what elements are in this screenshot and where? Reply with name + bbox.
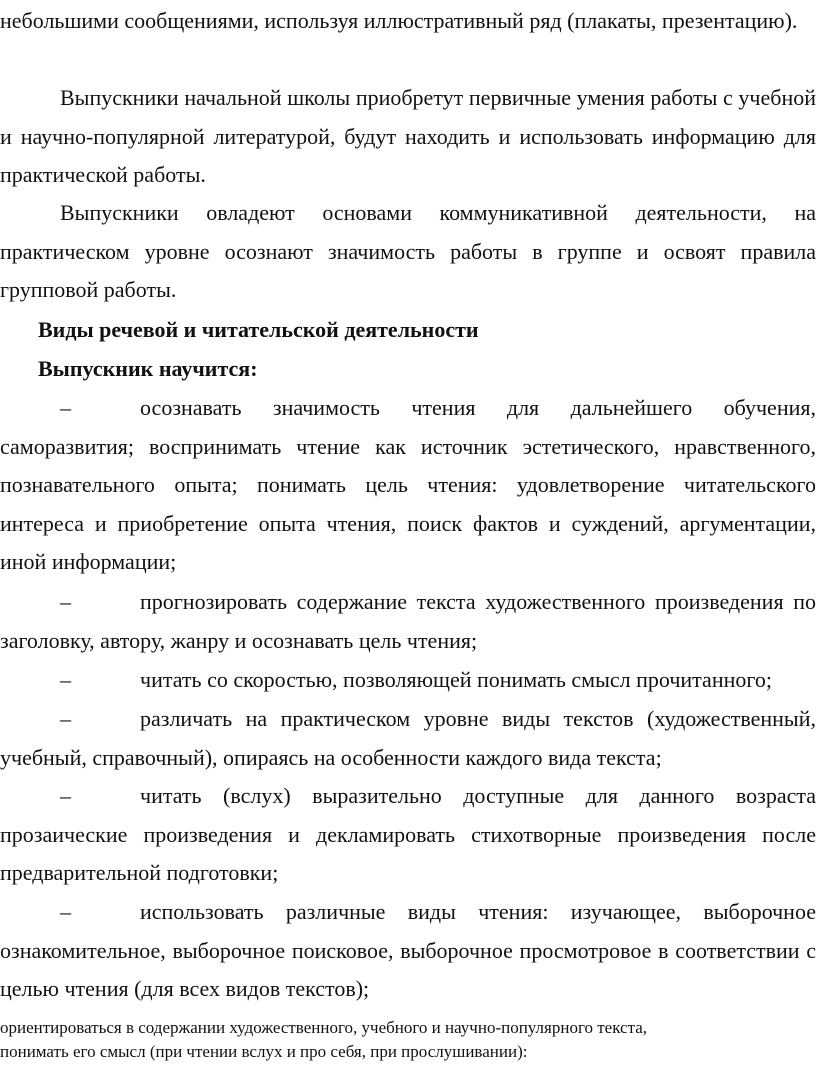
list-item: [0, 661, 816, 700]
list-item-text: читать (вслух) выразительно доступные для данного возраста прозаические произведения и декламировать стихотворные произведения после предварительной подготовки;: [0, 783, 816, 885]
list-item-text: читать со скоростью, позволяющей понимать смысл прочитанного;: [140, 667, 772, 692]
paragraph-graduates-communication: Выпускники овладеют основами коммуникативной деятельности, на практическом уровне осознают значимость работы в группе и освоят правила групповой работы.: [0, 200, 816, 302]
dash-marker: –: [60, 395, 71, 420]
subheading-learns: Выпускник научится:: [38, 356, 258, 381]
section-heading: Виды речевой и читательской деятельности: [38, 317, 479, 342]
list-item: [0, 777, 816, 893]
dash-marker: –: [60, 783, 71, 808]
list-item: [0, 389, 816, 582]
list-item-text: различать на практическом уровне виды текстов (художественный, учебный, справочный), опираясь на особенности каждого вида текста;: [0, 706, 816, 770]
paragraph-graduates-literature: Выпускники начальной школы приобретут первичные умения работы с учебной и научно-популярной литературой, будут находить и использовать информацию для практической работы.: [0, 85, 816, 187]
paragraph-continuation: небольшими сообщениями, используя иллюстративный ряд (плакаты, презентацию).: [0, 8, 798, 33]
list-item: [0, 893, 816, 1009]
dash-marker: –: [60, 667, 71, 692]
dash-marker: –: [60, 706, 71, 731]
list-item-text: осознавать значимость чтения для дальнейшего обучения, саморазвития; воспринимать чтение как источник эстетического, нравственного, познавательного опыта; понимать цель чтения: удовлетворение читательского интереса и приобретение опыта чтения, поиск фактов и суждений, аргументации, иной информации;: [0, 395, 816, 574]
list-item: [0, 700, 816, 777]
footer-small-line-2: понимать его смысл (при чтении вслух и про себя, при прослушивании):: [0, 1042, 528, 1061]
dash-marker: –: [60, 899, 71, 924]
dash-marker: –: [60, 589, 71, 614]
list-item: [0, 583, 816, 660]
list-item-text: использовать различные виды чтения: изучающее, выборочное ознакомительное, выборочное поисковое, выборочное просмотровое в соответствии с целью чтения (для всех видов текстов);: [0, 899, 816, 1001]
list-item-text: прогнозировать содержание текста художественного произведения по заголовку, автору, жанру и осознавать цель чтения;: [0, 589, 816, 653]
footer-small-line-1: ориентироваться в содержании художественного, учебного и научно-популярного текста,: [0, 1018, 648, 1037]
